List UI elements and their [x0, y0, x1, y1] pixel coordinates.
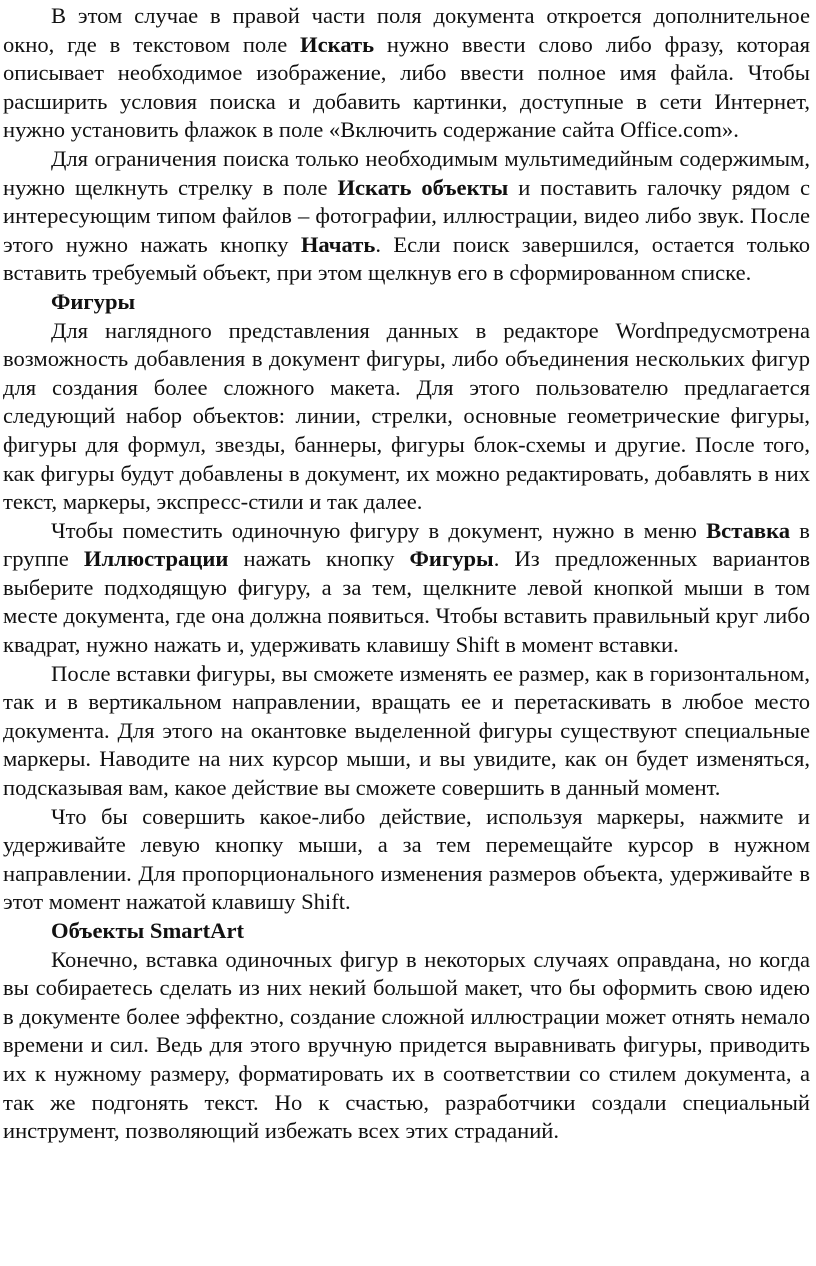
- bold-term-shapes: Фигуры: [409, 546, 494, 572]
- section-heading-shapes: Фигуры: [51, 288, 136, 314]
- paragraph-resize-shape: После вставки фигуры, вы сможете изменять ее размер, как в горизонтальном, так и в вертикальном направлении, вращать ее и перетаскивать в любое место документа. Для этого на окантовке выделенной фигуры существуют специальные маркеры. Наводите на них курсор мыши, и вы увидите, как он будет изменяться, подсказывая вам, какое действие вы сможете совершить в данный момент.: [3, 660, 810, 801]
- bold-term-search: Искать: [300, 31, 375, 57]
- paragraph-search-field: В этом случае в правой части поля документа откроется дополнительное окно, где в текстовом поле Искать нужно ввести слово либо фразу, которая описывает необходимое изображение, либо ввести полное имя файла. Чтобы расширить условия поиска и добавить картинки, доступные в сети Интернет, нужно установить флажок в поле «Включить содержание сайта Office.com».: [3, 3, 810, 143]
- paragraph-shapes-intro: Для наглядного представления данных в редакторе Wordпредусмотрена возможность добавления в документ фигуры, либо объединения нескольких фигур для создания более сложного макета. Для этого пользователю предлагается следующий набор объектов: линии, стрелки, основные геометрические фигуры, фигуры для формул, звезды, баннеры, фигуры блок-схемы и другие. После того, как фигуры будут добавлены в документ, их можно редактировать, добавлять в них текст, маркеры, экспресс-стили и так далее.: [3, 317, 810, 515]
- paragraph-smartart-intro: Конечно, вставка одиночных фигур в некоторых случаях оправдана, но когда вы собираетесь сделать из них некий большой макет, что бы оформить свою идею в документе более эффектно, создание сложной иллюстрации может отнять немало времени и сил. Ведь для этого вручную придется выравнивать фигуры, приводить их к нужному размеру, форматировать их в соответствии со стилем документа, а так же подгонять текст. Но к счастью, разработчики создали специальный инструмент, позволяющий избежать всех этих страданий.: [3, 946, 810, 1144]
- section-heading-smartart: Объекты SmartArt: [51, 918, 245, 943]
- bold-term-search-objects: Искать объекты: [337, 174, 509, 200]
- bold-term-illustrations: Иллюстрации: [83, 546, 229, 572]
- paragraph-markers: Что бы совершить какое-либо действие, используя маркеры, нажмите и удерживайте левую кнопку мыши, а за тем перемещайте курсор в нужном направлении. Для пропорционального изменения размеров объекта, удерживайте в этот момент нажатой клавишу Shift.: [3, 803, 810, 915]
- paragraph-insert-shape: Чтобы поместить одиночную фигуру в документ, нужно в меню Вставка в группе Иллюстрации нажать кнопку Фигуры. Из предложенных вариантов выберите подходящую фигуру, а за тем, щелкните левой кнопкой мыши в том месте документа, где она должна появиться. Чтобы вставить правильный круг либо квадрат, нужно нажать и, удерживать клавишу Shift в момент вставки.: [3, 517, 811, 658]
- paragraph-search-objects: Для ограничения поиска только необходимым мультимедийным содержимым, нужно щелкнуть стрелку в поле Искать объекты и поставить галочку рядом с интересующим типом файлов – фотографии, иллюстрации, видео либо звук. После этого нужно нажать кнопку Начать. Если поиск завершился, остается только вставить требуемый объект, при этом щелкнув его в сформированном списке.: [3, 145, 810, 286]
- bold-term-start: Начать: [300, 231, 376, 257]
- bold-term-insert: Вставка: [706, 517, 791, 543]
